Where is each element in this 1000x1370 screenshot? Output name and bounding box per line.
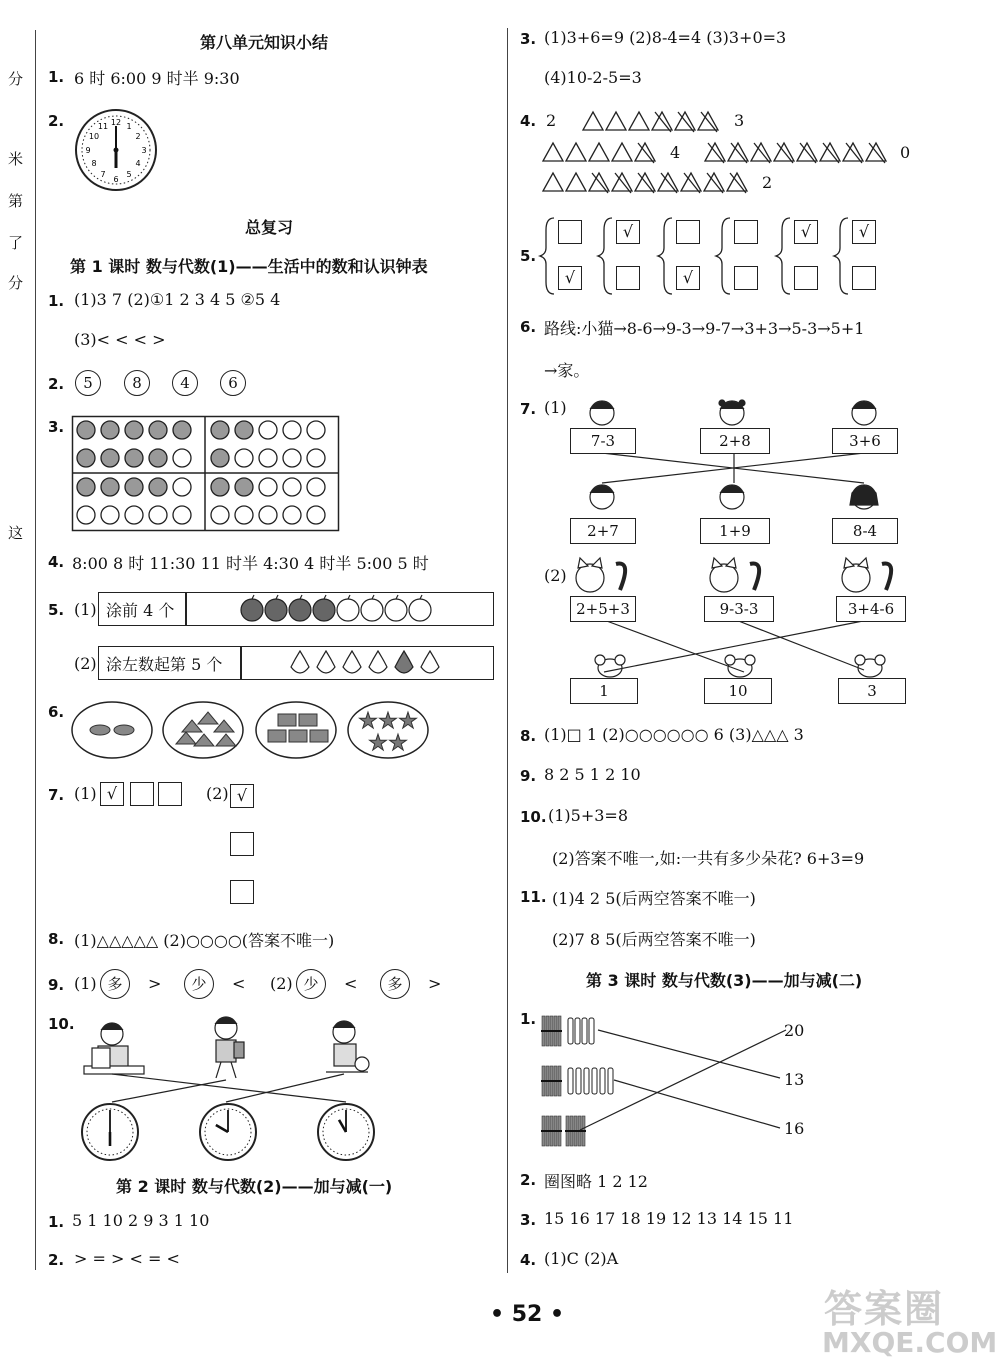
margin-char: 分 [8, 70, 24, 88]
svg-text:6: 6 [113, 175, 119, 184]
margin-char: 这 [8, 524, 24, 542]
grid-dot [149, 449, 167, 467]
grid-dot [259, 478, 277, 496]
q-number: 5. [48, 601, 65, 619]
triangles-row [704, 141, 894, 163]
empty-box [130, 782, 154, 806]
part-label: (2) [270, 974, 293, 993]
stick [600, 1068, 605, 1094]
q-number: 8. [48, 930, 65, 948]
kids-clocks-match-figure [76, 1010, 376, 1172]
pear [369, 651, 387, 673]
stick [568, 1018, 573, 1044]
apple-stem [420, 595, 422, 599]
svg-text:★: ★ [398, 709, 418, 734]
triangle [566, 173, 586, 191]
grid-dot [77, 449, 95, 467]
part-label: (1) [74, 974, 97, 993]
grid-dot [235, 449, 253, 467]
svg-text:9: 9 [85, 146, 91, 155]
instruction: 涂前 4 个 [106, 601, 175, 620]
checked-box: √ [676, 266, 700, 290]
compare-sign: < [344, 974, 358, 993]
q-number: 4. [520, 112, 537, 130]
part-label: (2) [206, 784, 229, 803]
number-label: 20 [784, 1021, 805, 1040]
brace [598, 218, 612, 294]
q-number: 10. [48, 1015, 75, 1033]
q-number: 11. [520, 888, 547, 906]
empty-box [558, 220, 582, 244]
column-divider [507, 28, 508, 1273]
pear [395, 651, 413, 673]
checked-box: √ [616, 220, 640, 244]
part-label: (1) [544, 398, 567, 417]
apple-stem [372, 595, 374, 599]
grid-dot [125, 449, 143, 467]
checked-box: √ [794, 220, 818, 244]
circled-number: 4 [172, 370, 198, 396]
divider [240, 646, 242, 680]
svg-text:4: 4 [135, 159, 141, 168]
apple [265, 599, 287, 621]
answer-text: 15 16 17 18 19 12 13 14 15 11 [544, 1209, 794, 1228]
checked-box: √ [230, 784, 254, 808]
grid-dot [77, 478, 95, 496]
answer-value: 4 [670, 143, 681, 162]
expression-box: 2+8 [700, 428, 770, 454]
grid-dot [211, 506, 229, 524]
page-number: • 52 • [490, 1302, 565, 1327]
q-number: 2. [48, 1251, 65, 1269]
expression-box: 3+4-6 [836, 596, 906, 622]
q-number: 9. [520, 767, 537, 785]
grid-dot [149, 421, 167, 439]
checked-box: √ [852, 220, 876, 244]
review-title: 总复习 [245, 218, 294, 237]
apple [385, 599, 407, 621]
answer-value: 3 [734, 111, 745, 130]
number-label: 16 [784, 1119, 805, 1138]
q-number: 6. [520, 318, 537, 336]
grid-dot [259, 449, 277, 467]
svg-text:11: 11 [97, 122, 109, 131]
answer-box: 1 [570, 678, 638, 704]
q-number: 7. [520, 400, 537, 418]
answer-text: 圈图略 1 2 12 [544, 1172, 648, 1191]
pear [343, 651, 361, 673]
svg-text:5: 5 [126, 170, 132, 179]
circled-char: 少 [296, 969, 326, 999]
triangle [543, 143, 563, 161]
grid-dot [101, 478, 119, 496]
grid-dot [125, 506, 143, 524]
grid-dot [307, 506, 325, 524]
margin-char: 分 [8, 274, 24, 292]
apple-stem [396, 595, 398, 599]
q-number: 2. [48, 112, 65, 130]
part-label: (1) [74, 784, 97, 803]
expression-box: 9-3-3 [704, 596, 774, 622]
q-number: 2. [520, 1171, 537, 1189]
q-number: 3. [520, 1211, 537, 1229]
stick [592, 1068, 597, 1094]
svg-text:★: ★ [358, 709, 378, 734]
answer-text: (4)10-2-5=3 [544, 68, 642, 87]
apple [409, 599, 431, 621]
q-number: 4. [520, 1251, 537, 1269]
answer-text: (1)4 2 5(后两空答案不唯一) [552, 889, 756, 908]
expression-box: 1+9 [700, 518, 770, 544]
stick [575, 1018, 580, 1044]
svg-text:12: 12 [110, 118, 122, 127]
grid-dot [101, 421, 119, 439]
apple-stem [276, 595, 278, 599]
answer-text: (3)< < < > [74, 330, 166, 349]
grid-dot [235, 421, 253, 439]
expression-box: 3+6 [832, 428, 898, 454]
q-number: 8. [520, 727, 537, 745]
triangle [612, 143, 632, 161]
grid-dot [211, 478, 229, 496]
expression-box: 8-4 [832, 518, 898, 544]
grid-dot [77, 506, 95, 524]
apple-stem [324, 595, 326, 599]
circled-number: 5 [75, 370, 101, 396]
grid-dot [173, 506, 191, 524]
instruction: 涂左数起第 5 个 [106, 655, 223, 674]
circled-char: 多 [380, 969, 410, 999]
q-number: 1. [48, 292, 65, 310]
empty-box [734, 266, 758, 290]
grid-dot [125, 478, 143, 496]
apple-stem [348, 595, 350, 599]
grid-dot [149, 478, 167, 496]
apples-row [240, 594, 440, 624]
grid-dot [283, 449, 301, 467]
expression-box: 2+7 [570, 518, 636, 544]
answer-text: (1)C (2)A [544, 1249, 619, 1268]
q-number: 7. [48, 786, 65, 804]
grid-dot [101, 449, 119, 467]
circled-number: 8 [124, 370, 150, 396]
answer-text: 8:00 8 时 11:30 11 时半 4:30 4 时半 5:00 5 时 [72, 554, 429, 573]
grid-dot [101, 506, 119, 524]
lesson1-title: 第 1 课时 数与代数(1)——生活中的数和认识钟表 [70, 257, 428, 276]
q-number: 5. [520, 247, 537, 265]
brace [540, 218, 554, 294]
answer-text: > = > < = < [74, 1249, 180, 1268]
margin-char: 第 [8, 192, 24, 210]
empty-box [616, 266, 640, 290]
empty-box [230, 832, 254, 856]
triangle [566, 143, 586, 161]
answer-text: (2)7 8 5(后两空答案不唯一) [552, 930, 756, 949]
empty-box [158, 782, 182, 806]
checked-box: √ [558, 266, 582, 290]
grid-dot [173, 478, 191, 496]
compare-sign: < [232, 974, 246, 993]
grid-dot [235, 506, 253, 524]
watermark-url: MXQE.COM [822, 1326, 998, 1359]
svg-text:8: 8 [91, 159, 97, 168]
margin-rule [35, 30, 36, 1270]
part-label: (2) [74, 654, 97, 673]
answer-text: (1)3 7 (2)①1 2 3 4 5 ②5 4 [74, 290, 281, 309]
q-number: 3. [520, 30, 537, 48]
grid-dot [307, 449, 325, 467]
brace-boxes-figure [540, 214, 890, 298]
apple [313, 599, 335, 621]
q-number: 6. [48, 703, 65, 721]
grid-dot [211, 449, 229, 467]
q-number: 10. [520, 808, 547, 826]
number-label: 13 [784, 1070, 805, 1089]
answer-value: 2 [546, 111, 557, 130]
grid-dot [307, 478, 325, 496]
expression-box: 2+5+3 [570, 596, 636, 622]
stick [608, 1068, 613, 1094]
answer-text: (1)△△△△△ (2)○○○○(答案不唯一) [74, 931, 335, 950]
apple-stem [300, 595, 302, 599]
pears-row [290, 647, 450, 679]
stick [576, 1068, 581, 1094]
answer-text: (1)□ 1 (2)○○○○○○ 6 (3)△△△ 3 [544, 725, 804, 744]
triangle [589, 143, 609, 161]
q-number: 9. [48, 976, 65, 994]
part-label: (2) [544, 566, 567, 585]
q-number: 2. [48, 375, 65, 393]
lesson2-title: 第 2 课时 数与代数(2)——加与减(一) [116, 1177, 393, 1196]
svg-text:★: ★ [368, 731, 388, 756]
answer-text: (1)5+3=8 [548, 806, 629, 825]
empty-box [734, 220, 758, 244]
grid-dot [283, 421, 301, 439]
answer-value: 2 [762, 173, 773, 192]
triangles-row [542, 141, 664, 163]
margin-char: 了 [8, 234, 24, 252]
checked-box: √ [100, 782, 124, 806]
apple-stem [252, 595, 254, 599]
brace [776, 218, 790, 294]
pear [317, 651, 335, 673]
q-number: 3. [48, 418, 65, 436]
svg-text:1: 1 [126, 122, 132, 131]
answer-text: →家。 [544, 361, 590, 380]
q-number: 4. [48, 553, 65, 571]
triangles-row [542, 171, 754, 193]
answer-text: 路线:小猫→8-6→9-3→9-7→3+3→5-3→5+1 [544, 319, 865, 338]
expression-box: 7-3 [570, 428, 636, 454]
grid-dot [235, 478, 253, 496]
svg-text:10: 10 [88, 132, 100, 141]
sticks-match-figure [540, 1012, 810, 1152]
grid-dot [283, 506, 301, 524]
pear [421, 651, 439, 673]
stick [589, 1018, 594, 1044]
brace [716, 218, 730, 294]
grid-dot [173, 449, 191, 467]
apple [337, 599, 359, 621]
answer-text: (2)答案不唯一,如:一共有多少朵花? 6+3=9 [552, 849, 865, 868]
triangle [543, 173, 563, 191]
answer-text: 8 2 5 1 2 10 [544, 765, 641, 784]
triangle [629, 112, 649, 130]
svg-text:★: ★ [378, 709, 398, 734]
stick [568, 1068, 573, 1094]
answer-text: 5 1 10 2 9 3 1 10 [72, 1211, 210, 1230]
answer-box: 10 [704, 678, 772, 704]
grid-dot [77, 421, 95, 439]
q-number: 1. [520, 1010, 537, 1028]
grid-dot [259, 506, 277, 524]
grid-dot [211, 421, 229, 439]
circled-char: 少 [184, 969, 214, 999]
grid-dot [307, 421, 325, 439]
brace [658, 218, 672, 294]
pear [291, 651, 309, 673]
svg-text:2: 2 [135, 132, 141, 141]
apple [241, 599, 263, 621]
svg-text:7: 7 [100, 170, 106, 179]
grid-dot [125, 421, 143, 439]
circle-grid-figure [72, 416, 340, 532]
watermark-logo: 答案圈 [824, 1287, 945, 1331]
clock-six-oclock [72, 108, 160, 192]
grid-dot [173, 421, 191, 439]
triangle [583, 112, 603, 130]
empty-box [852, 266, 876, 290]
empty-box [794, 266, 818, 290]
stick [582, 1018, 587, 1044]
apple [289, 599, 311, 621]
empty-box [676, 220, 700, 244]
svg-text:3: 3 [141, 146, 147, 155]
svg-text:★: ★ [388, 731, 408, 756]
grid-dot [259, 421, 277, 439]
stick [584, 1068, 589, 1094]
part-label: (1) [74, 600, 97, 619]
compare-sign: > [428, 974, 442, 993]
grid-dot [283, 478, 301, 496]
circled-char: 多 [100, 969, 130, 999]
unit8-title: 第八单元知识小结 [200, 33, 329, 52]
answer-text: 6 时 6:00 9 时半 9:30 [74, 69, 240, 88]
margin-char: 米 [8, 150, 24, 168]
answer-text: (1)3+6=9 (2)8-4=4 (3)3+0=3 [544, 28, 787, 47]
grid-dot [149, 506, 167, 524]
lesson3-title: 第 3 课时 数与代数(3)——加与减(二) [586, 971, 863, 990]
triangle [606, 112, 626, 130]
circled-number: 6 [220, 370, 246, 396]
brace [834, 218, 848, 294]
apple [361, 599, 383, 621]
compare-sign: > [148, 974, 162, 993]
divider [185, 592, 187, 626]
shape-groups-figure [70, 698, 440, 762]
answer-box: 3 [838, 678, 906, 704]
q-number: 1. [48, 68, 65, 86]
answer-value: 0 [900, 143, 911, 162]
empty-box [230, 880, 254, 904]
triangles-row [582, 110, 724, 132]
q-number: 1. [48, 1213, 65, 1231]
